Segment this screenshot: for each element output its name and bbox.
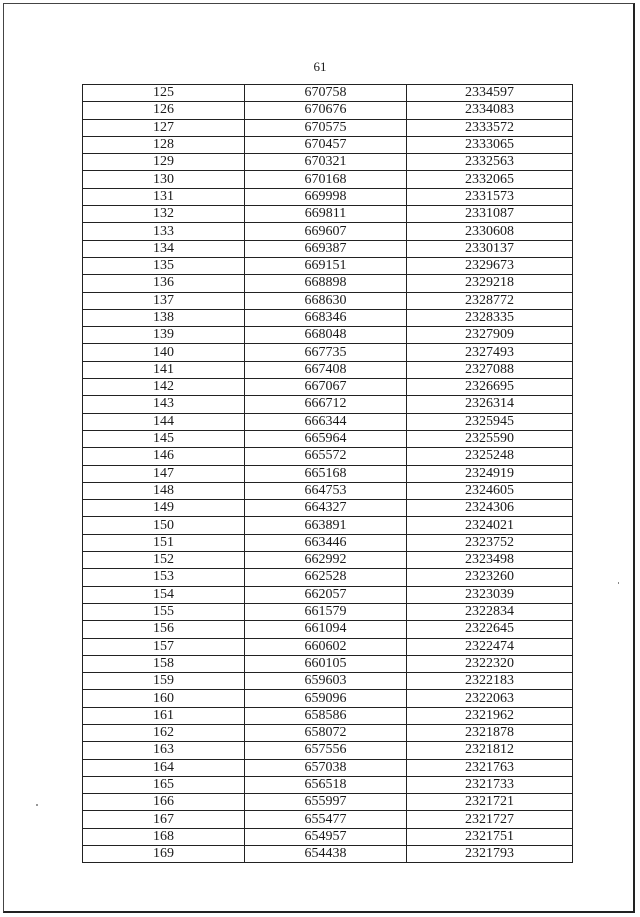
table-row [83, 119, 573, 136]
point-number-cell: 138 [83, 309, 245, 326]
point-number-cell: 156 [83, 621, 245, 638]
x-coordinate-cell: 655477 [245, 811, 407, 828]
table-row [83, 292, 573, 309]
point-number-cell: 154 [83, 586, 245, 603]
table-row [83, 482, 573, 499]
point-number-cell: 137 [83, 292, 245, 309]
y-coordinate-cell: 2321812 [407, 742, 573, 759]
table-row [83, 85, 573, 102]
y-coordinate-cell: 2322834 [407, 603, 573, 620]
table-row [83, 724, 573, 741]
y-coordinate-cell: 2324605 [407, 482, 573, 499]
y-coordinate-cell: 2321962 [407, 707, 573, 724]
point-number-cell: 141 [83, 361, 245, 378]
x-coordinate-cell: 665168 [245, 465, 407, 482]
point-number-cell: 160 [83, 690, 245, 707]
table-row [83, 361, 573, 378]
table-row [83, 828, 573, 845]
x-coordinate-cell: 665964 [245, 430, 407, 447]
point-number-cell: 147 [83, 465, 245, 482]
point-number-cell: 167 [83, 811, 245, 828]
table-row [83, 586, 573, 603]
table-row [83, 257, 573, 274]
point-number-cell: 166 [83, 794, 245, 811]
point-number-cell: 142 [83, 379, 245, 396]
y-coordinate-cell: 2331573 [407, 188, 573, 205]
point-number-cell: 149 [83, 500, 245, 517]
table-row [83, 448, 573, 465]
table-row [83, 517, 573, 534]
y-coordinate-cell: 2332065 [407, 171, 573, 188]
point-number-cell: 159 [83, 673, 245, 690]
y-coordinate-cell: 2325248 [407, 448, 573, 465]
table-row [83, 794, 573, 811]
table-row [83, 534, 573, 551]
y-coordinate-cell: 2325945 [407, 413, 573, 430]
x-coordinate-cell: 658586 [245, 707, 407, 724]
y-coordinate-cell: 2331087 [407, 206, 573, 223]
table-row [83, 638, 573, 655]
x-coordinate-cell: 656518 [245, 776, 407, 793]
y-coordinate-cell: 2322063 [407, 690, 573, 707]
table-row [83, 430, 573, 447]
point-number-cell: 146 [83, 448, 245, 465]
y-coordinate-cell: 2322320 [407, 655, 573, 672]
point-number-cell: 128 [83, 136, 245, 153]
y-coordinate-cell: 2327493 [407, 344, 573, 361]
y-coordinate-cell: 2323039 [407, 586, 573, 603]
point-number-cell: 144 [83, 413, 245, 430]
x-coordinate-cell: 669998 [245, 188, 407, 205]
table-row [83, 655, 573, 672]
table-row [83, 673, 573, 690]
x-coordinate-cell: 670758 [245, 85, 407, 102]
y-coordinate-cell: 2326695 [407, 379, 573, 396]
x-coordinate-cell: 662992 [245, 552, 407, 569]
x-coordinate-cell: 663446 [245, 534, 407, 551]
y-coordinate-cell: 2334083 [407, 102, 573, 119]
coordinate-table [82, 84, 573, 863]
x-coordinate-cell: 670575 [245, 119, 407, 136]
point-number-cell: 130 [83, 171, 245, 188]
x-coordinate-cell: 659096 [245, 690, 407, 707]
y-coordinate-cell: 2325590 [407, 430, 573, 447]
x-coordinate-cell: 670321 [245, 154, 407, 171]
point-number-cell: 143 [83, 396, 245, 413]
table-row [83, 465, 573, 482]
point-number-cell: 161 [83, 707, 245, 724]
y-coordinate-cell: 2333065 [407, 136, 573, 153]
x-coordinate-cell: 669387 [245, 240, 407, 257]
x-coordinate-cell: 670676 [245, 102, 407, 119]
point-number-cell: 151 [83, 534, 245, 551]
table-row [83, 759, 573, 776]
x-coordinate-cell: 668048 [245, 327, 407, 344]
y-coordinate-cell: 2332563 [407, 154, 573, 171]
point-number-cell: 158 [83, 655, 245, 672]
x-coordinate-cell: 670168 [245, 171, 407, 188]
x-coordinate-cell: 668346 [245, 309, 407, 326]
table-row [83, 188, 573, 205]
y-coordinate-cell: 2321878 [407, 724, 573, 741]
x-coordinate-cell: 660105 [245, 655, 407, 672]
x-coordinate-cell: 658072 [245, 724, 407, 741]
x-coordinate-cell: 665572 [245, 448, 407, 465]
table-row [83, 500, 573, 517]
x-coordinate-cell: 661094 [245, 621, 407, 638]
x-coordinate-cell: 664753 [245, 482, 407, 499]
x-coordinate-cell: 666344 [245, 413, 407, 430]
point-number-cell: 150 [83, 517, 245, 534]
y-coordinate-cell: 2324919 [407, 465, 573, 482]
y-coordinate-cell: 2328772 [407, 292, 573, 309]
y-coordinate-cell: 2323260 [407, 569, 573, 586]
x-coordinate-cell: 668898 [245, 275, 407, 292]
point-number-cell: 140 [83, 344, 245, 361]
table-row [83, 569, 573, 586]
scan-speck [36, 804, 38, 806]
x-coordinate-cell: 655997 [245, 794, 407, 811]
table-row [83, 776, 573, 793]
point-number-cell: 133 [83, 223, 245, 240]
y-coordinate-cell: 2322474 [407, 638, 573, 655]
y-coordinate-cell: 2323752 [407, 534, 573, 551]
table-row [83, 240, 573, 257]
y-coordinate-cell: 2321721 [407, 794, 573, 811]
table-row [83, 690, 573, 707]
table-row [83, 552, 573, 569]
table-row [83, 621, 573, 638]
y-coordinate-cell: 2329673 [407, 257, 573, 274]
table-row [83, 136, 573, 153]
x-coordinate-cell: 668630 [245, 292, 407, 309]
y-coordinate-cell: 2327909 [407, 327, 573, 344]
x-coordinate-cell: 667735 [245, 344, 407, 361]
x-coordinate-cell: 661579 [245, 603, 407, 620]
table-row [83, 102, 573, 119]
point-number-cell: 145 [83, 430, 245, 447]
table-row [83, 811, 573, 828]
point-number-cell: 126 [83, 102, 245, 119]
y-coordinate-cell: 2333572 [407, 119, 573, 136]
x-coordinate-cell: 659603 [245, 673, 407, 690]
y-coordinate-cell: 2334597 [407, 85, 573, 102]
table-row [83, 223, 573, 240]
point-number-cell: 127 [83, 119, 245, 136]
x-coordinate-cell: 669811 [245, 206, 407, 223]
x-coordinate-cell: 654957 [245, 828, 407, 845]
point-number-cell: 131 [83, 188, 245, 205]
x-coordinate-cell: 667067 [245, 379, 407, 396]
table-row [83, 379, 573, 396]
coordinate-table-body [83, 85, 573, 863]
table-row [83, 171, 573, 188]
point-number-cell: 125 [83, 85, 245, 102]
point-number-cell: 134 [83, 240, 245, 257]
y-coordinate-cell: 2322645 [407, 621, 573, 638]
y-coordinate-cell: 2329218 [407, 275, 573, 292]
y-coordinate-cell: 2327088 [407, 361, 573, 378]
x-coordinate-cell: 666712 [245, 396, 407, 413]
x-coordinate-cell: 657038 [245, 759, 407, 776]
y-coordinate-cell: 2321727 [407, 811, 573, 828]
y-coordinate-cell: 2321793 [407, 846, 573, 863]
point-number-cell: 157 [83, 638, 245, 655]
y-coordinate-cell: 2324306 [407, 500, 573, 517]
x-coordinate-cell: 667408 [245, 361, 407, 378]
table-row [83, 846, 573, 863]
y-coordinate-cell: 2328335 [407, 309, 573, 326]
point-number-cell: 169 [83, 846, 245, 863]
y-coordinate-cell: 2330137 [407, 240, 573, 257]
point-number-cell: 135 [83, 257, 245, 274]
x-coordinate-cell: 660602 [245, 638, 407, 655]
x-coordinate-cell: 670457 [245, 136, 407, 153]
point-number-cell: 153 [83, 569, 245, 586]
y-coordinate-cell: 2326314 [407, 396, 573, 413]
point-number-cell: 129 [83, 154, 245, 171]
point-number-cell: 168 [83, 828, 245, 845]
table-row [83, 413, 573, 430]
y-coordinate-cell: 2330608 [407, 223, 573, 240]
x-coordinate-cell: 669151 [245, 257, 407, 274]
table-row [83, 396, 573, 413]
point-number-cell: 164 [83, 759, 245, 776]
x-coordinate-cell: 662057 [245, 586, 407, 603]
point-number-cell: 136 [83, 275, 245, 292]
y-coordinate-cell: 2323498 [407, 552, 573, 569]
table-row [83, 206, 573, 223]
page-number: 61 [313, 59, 327, 74]
table-row [83, 309, 573, 326]
y-coordinate-cell: 2321733 [407, 776, 573, 793]
point-number-cell: 139 [83, 327, 245, 344]
table-row [83, 742, 573, 759]
point-number-cell: 155 [83, 603, 245, 620]
point-number-cell: 163 [83, 742, 245, 759]
table-row [83, 344, 573, 361]
y-coordinate-cell: 2321763 [407, 759, 573, 776]
point-number-cell: 152 [83, 552, 245, 569]
x-coordinate-cell: 663891 [245, 517, 407, 534]
point-number-cell: 132 [83, 206, 245, 223]
point-number-cell: 165 [83, 776, 245, 793]
x-coordinate-cell: 662528 [245, 569, 407, 586]
table-row [83, 707, 573, 724]
point-number-cell: 162 [83, 724, 245, 741]
scan-speck [618, 582, 619, 584]
y-coordinate-cell: 2322183 [407, 673, 573, 690]
point-number-cell: 148 [83, 482, 245, 499]
x-coordinate-cell: 654438 [245, 846, 407, 863]
table-row [83, 275, 573, 292]
x-coordinate-cell: 657556 [245, 742, 407, 759]
y-coordinate-cell: 2324021 [407, 517, 573, 534]
table-row [83, 327, 573, 344]
y-coordinate-cell: 2321751 [407, 828, 573, 845]
table-row [83, 154, 573, 171]
x-coordinate-cell: 664327 [245, 500, 407, 517]
table-row [83, 603, 573, 620]
x-coordinate-cell: 669607 [245, 223, 407, 240]
